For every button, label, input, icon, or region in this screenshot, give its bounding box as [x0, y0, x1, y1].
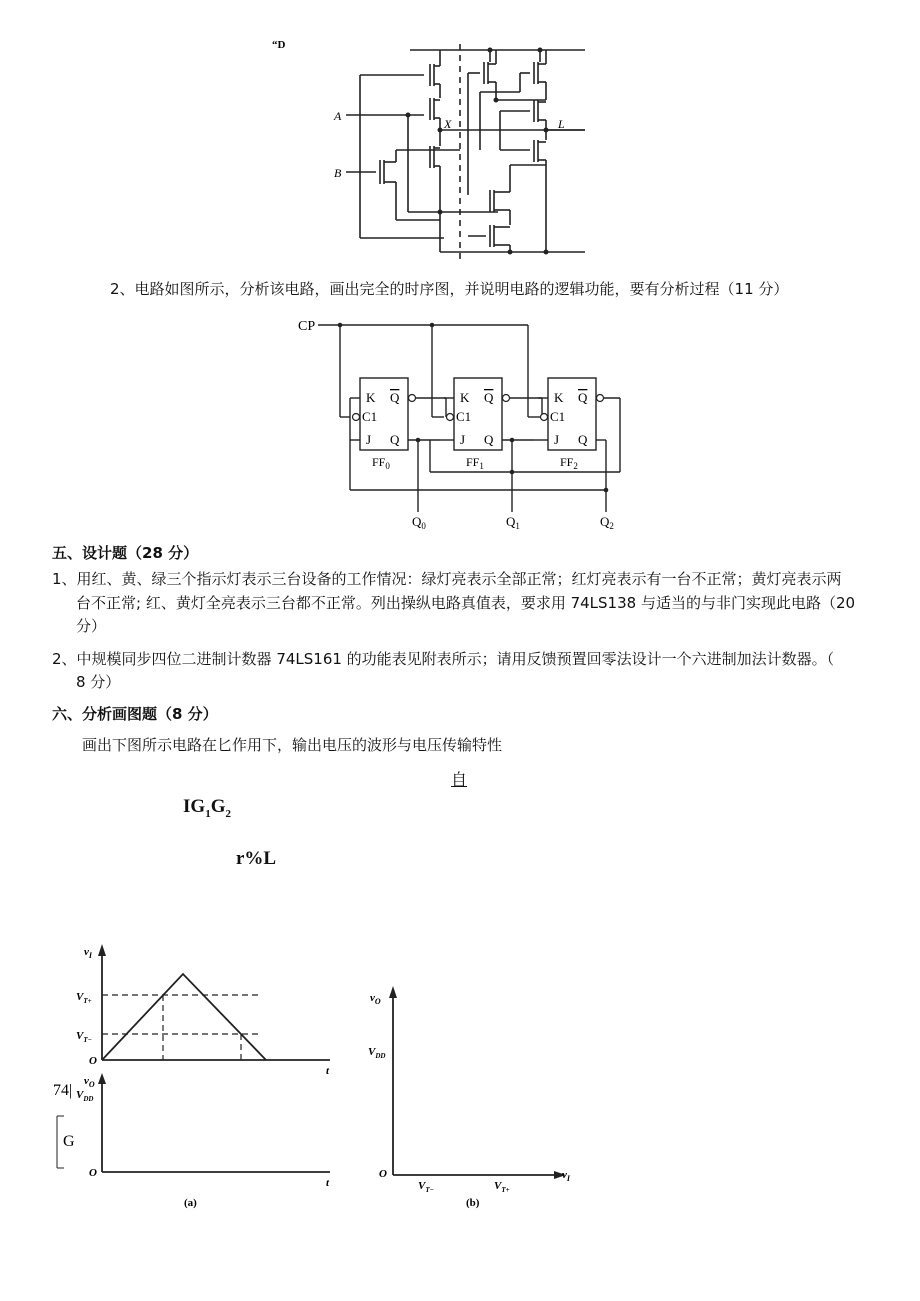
svg-text:VT+: [494, 1180, 510, 1194]
side-mark-2: G: [63, 1133, 75, 1150]
ff2-name: FF: [560, 455, 574, 469]
svg-text:vO: [370, 992, 381, 1006]
vo-axis-label-b: v: [370, 992, 375, 1004]
ff0-c1-pin: C1: [362, 409, 378, 424]
ff0-sub: 0: [385, 461, 390, 471]
ff1-c1-pin: C1: [456, 409, 472, 424]
ff2-j-pin: J: [554, 432, 560, 447]
vdd-sub-b: DD: [375, 1052, 386, 1060]
figure-character: 自: [451, 770, 468, 789]
ff0-k-pin: K: [366, 390, 376, 405]
vi-axis-sub: I: [88, 951, 93, 960]
ff2-k-pin: K: [554, 390, 564, 405]
svg-text:vI: [562, 1169, 571, 1183]
t-axis-label-bottom: t: [326, 1177, 330, 1189]
resistor-load-label: r%L: [236, 848, 277, 869]
input-a-label: A: [334, 109, 342, 123]
figure-b-caption: (b): [466, 1197, 480, 1209]
ff2-c1-pin: C1: [550, 409, 566, 424]
vt-minus-sub: T−: [83, 1036, 92, 1044]
vt-plus-label: V: [76, 991, 84, 1003]
ff2-qbar-pin: Q: [578, 390, 588, 405]
vt-plus-sub-b: T+: [501, 1186, 510, 1194]
section-5-heading: 五、设计题（28 分）: [52, 544, 199, 562]
section-5-item-1-line-3: 分）: [76, 617, 107, 635]
ff1-k-pin: K: [460, 390, 470, 405]
clock-label: CP: [298, 319, 316, 334]
figure-a-caption: (a): [184, 1197, 197, 1209]
output-q2: Q: [600, 514, 610, 529]
section-5-item-1-line-2: 台不正常; 红、黄灯全亮表示三台都不正常。列出操纵电路真值表，要求用 74LS138 与适当的与非门实现此电路（20: [76, 594, 856, 612]
vdd-sub-a: DD: [83, 1095, 94, 1103]
gates-label: $IG_1G_2$: [183, 796, 231, 820]
section-5-item-2-line-1: 2、中规模同步四位二进制计数器 74LS161 的功能表见附表所示；请用反馈预置回零法设计一个六进制加法计数器。（: [52, 650, 835, 668]
vi-axis-label-b: v: [562, 1169, 567, 1181]
question-2-text: 2、电路如图所示，分析该电路，画出完全的时序图，并说明电路的逻辑功能，要有分析过程（11 分）: [110, 280, 789, 298]
vi-axis-sub-b: I: [566, 1174, 571, 1183]
svg-text:VDD: [368, 1046, 385, 1060]
vt-minus-label: V: [76, 1030, 84, 1042]
ff0-q-pin: Q: [390, 432, 400, 447]
cmos-corner-mark: “D: [272, 39, 286, 51]
section-5-item-2-line-2: 8 分）: [76, 673, 121, 691]
ff0-qbar-pin: Q: [390, 390, 400, 405]
vo-axis-sub: O: [88, 1080, 95, 1089]
vt-minus-sub-b: T−: [425, 1186, 434, 1194]
vi-axis-label: v: [84, 946, 89, 958]
output-q1-sub: 1: [515, 521, 520, 531]
output-q1: Q: [506, 514, 516, 529]
output-q2-sub: 2: [609, 521, 614, 531]
vt-minus-label-b: V: [418, 1180, 426, 1192]
input-b-label: B: [334, 166, 342, 180]
ff1-name: FF: [466, 455, 480, 469]
section-6-heading: 六、分析画图题（8 分）: [52, 705, 218, 723]
ff1-j-pin: J: [460, 432, 466, 447]
vdd-label-a: V: [76, 1089, 84, 1101]
ff0-name: FF: [372, 455, 386, 469]
svg-text:VT−: [418, 1180, 434, 1194]
node-x-label: X: [444, 117, 452, 131]
vo-axis-label: v: [84, 1075, 89, 1087]
ff2-sub: 2: [573, 461, 578, 471]
vo-axis-sub-b: O: [374, 997, 381, 1006]
vt-plus-label-b: V: [494, 1180, 502, 1192]
ff1-sub: 1: [479, 461, 484, 471]
output-q0-sub: 0: [421, 521, 426, 531]
origin-label-bottom: O: [89, 1167, 97, 1179]
output-q0: Q: [412, 514, 422, 529]
ff1-q-pin: Q: [484, 432, 494, 447]
section-6-description: 画出下图所示电路在匕作用下，输出电压的波形与电压传输特性: [82, 736, 503, 754]
ff1-qbar-pin: Q: [484, 390, 494, 405]
origin-label-top: O: [89, 1055, 97, 1067]
section-5-item-1-line-1: 1、用红、黄、绿三个指示灯表示三台设备的工作情况：绿灯亮表示全部正常；红灯亮表示有一台不正常；黄灯亮表示两: [52, 570, 842, 588]
side-mark: 74|: [53, 1082, 73, 1099]
t-axis-label-top: t: [326, 1065, 330, 1077]
vt-plus-sub: T+: [83, 997, 92, 1005]
output-l-label: L: [558, 117, 565, 131]
ff0-j-pin: J: [366, 432, 372, 447]
origin-label-b: O: [379, 1168, 387, 1180]
vdd-label-b: V: [368, 1046, 376, 1058]
ff2-q-pin: Q: [578, 432, 588, 447]
